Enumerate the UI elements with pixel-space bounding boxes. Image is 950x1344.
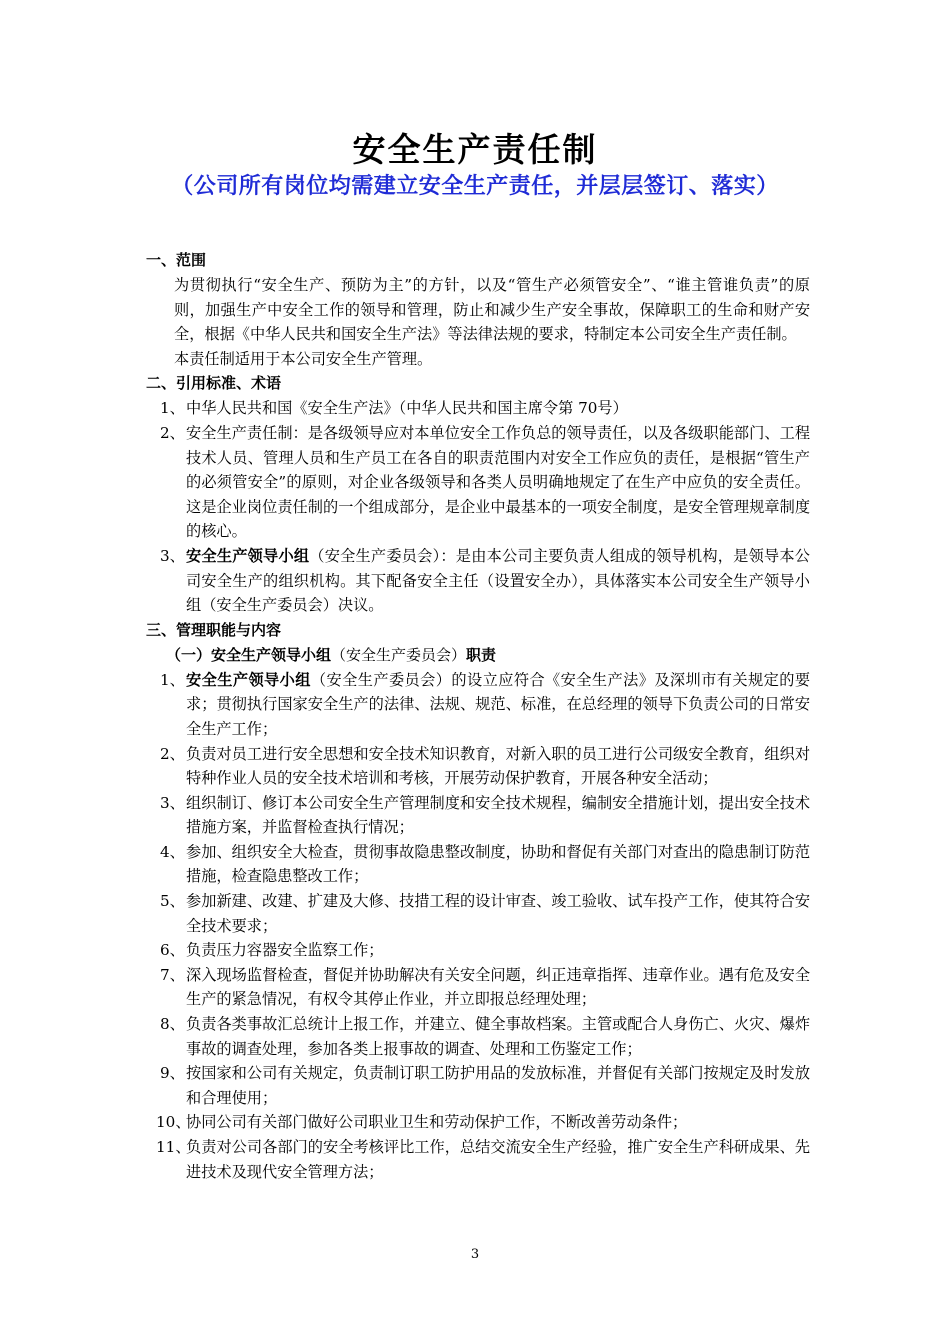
list-item-number: 7、 — [160, 965, 185, 984]
section-heading-management: 三、管理职能与内容 — [146, 620, 282, 639]
list-item-bold-term: 安全生产领导小组 — [186, 670, 311, 689]
list-item — [146, 963, 810, 1012]
list-item-text: 负责各类事故汇总统计上报工作，并建立、健全事故档案。主管或配合人身伤亡、火灾、爆炸事故的调查处理，参加各类上报事故的调查、处理和工伤鉴定工作； — [186, 1015, 810, 1058]
list-item — [146, 1135, 810, 1184]
list-item-text: 按国家和公司有关规定，负责制订职工防护用品的发放标准，并督促有关部门按规定及时发放和合理使用； — [186, 1064, 810, 1107]
list-item-number: 9、 — [160, 1064, 185, 1083]
paragraph: 本责任制适用于本公司安全生产管理。 — [174, 349, 433, 368]
list-item — [146, 396, 810, 421]
list-item-text: 参加新建、改建、扩建及大修、技措工程的设计审查、竣工验收、试车投产工作，使其符合安全技术要求； — [186, 892, 810, 935]
page-number: 3 — [470, 1247, 480, 1262]
subsection-heading-title: （一）安全生产领导小组 — [166, 645, 332, 664]
list-item-text: 负责对员工进行安全思想和安全技术知识教育，对新入职的员工进行公司级安全教育，组织对特种作业人员的安全技术培训和考核，开展劳动保护教育，开展各种安全活动； — [186, 744, 810, 788]
subsection-heading — [146, 643, 810, 668]
list-item — [146, 1061, 810, 1110]
list-item — [146, 840, 810, 889]
document-body — [146, 248, 810, 1184]
list-item-number: 1、 — [160, 670, 185, 689]
list-item — [146, 742, 810, 791]
list-item-text: （安全生产委员会）的设立应符合《安全生产法》及深圳市有关规定的要求；贯彻执行国家安全生产的法律、法规、规范、标准，在总经理的领导下负责公司的日常安全生产工作； — [186, 670, 811, 738]
list-item — [146, 668, 810, 742]
list-item-number: 3、 — [160, 793, 185, 812]
list-item — [146, 1012, 810, 1061]
list-item-text: 安全生产责任制：是各级领导应对本单位安全工作负总的领导责任，以及各级职能部门、工程技术人员、管理人员和生产员工在各自的职责范围内对安全工作应负的责任，是根据“管生产的必须管安全”的原则，对企业各级领导和各类人员明确地规定了在生产中应负的安全责任。这是企业岗位责任制的一个组成部分，是企业中最基本的一项安全制度，是安全管理规章制度的核心。 — [186, 423, 810, 541]
list-item-bold-term: 安全生产领导小组 — [186, 546, 310, 565]
subsection-heading-suffix: 职责 — [466, 645, 497, 664]
list-item-text: 参加、组织安全大检查，贯彻事故隐患整改制度，协助和督促有关部门对查出的隐患制订防范措施，检查隐患整改工作； — [186, 842, 810, 886]
list-item-text: 组织制订、修订本公司安全生产管理制度和安全技术规程，编制安全措施计划，提出安全技术措施方案，并监督检查执行情况； — [186, 793, 810, 837]
document-subtitle: （公司所有岗位均需建立安全生产责任，并层层签订、落实） — [171, 174, 779, 199]
list-item-number: 1、 — [160, 399, 185, 418]
section-heading-references: 二、引用标准、术语 — [146, 374, 282, 393]
list-item — [146, 1110, 810, 1135]
list-item — [146, 544, 810, 618]
list-item-text: 深入现场监督检查，督促并协助解决有关安全问题，纠正违章指挥、违章作业。遇有危及安全生产的紧急情况，有权令其停止作业，并立即报总经理处理； — [186, 965, 810, 1009]
list-item — [146, 791, 810, 840]
list-item-number: 10、 — [156, 1113, 191, 1132]
list-item-number: 3、 — [160, 546, 185, 565]
list-item-text: 负责压力容器安全监察工作； — [186, 941, 384, 960]
paragraph: 为贯彻执行“安全生产、预防为主”的方针，以及“管生产必须管安全”、“谁主管谁负责”的原则，加强生产中安全工作的领导和管理，防止和减少生产安全事故，保障职工的生命和财产安全，根据《中华人民共和国安全生产法》等法律法规的要求，特制定本公司安全生产责任制。 — [174, 276, 810, 344]
list-item — [146, 421, 810, 544]
list-item-number: 6、 — [160, 941, 185, 960]
list-item-number: 5、 — [160, 892, 185, 911]
list-item-text: 中华人民共和国《安全生产法》（中华人民共和国主席令第 70号） — [186, 399, 628, 418]
section-heading-scope: 一、范围 — [146, 251, 207, 269]
list-item — [146, 889, 810, 938]
list-item-text: 协同公司有关部门做好公司职业卫生和劳动保护工作，不断改善劳动条件； — [186, 1113, 688, 1132]
list-item-text: 负责对公司各部门的安全考核评比工作，总结交流安全生产经验，推广安全生产科研成果、先进技术及现代安全管理方法； — [186, 1138, 810, 1181]
list-item — [146, 938, 810, 963]
list-item-text: （安全生产委员会）：是由本公司主要负责人组成的领导机构，是领导本公司安全生产的组织机构。其下配备安全主任（设置安全办），具体落实本公司安全生产领导小组（安全生产委员会）决议。 — [186, 546, 810, 615]
list-item-number: 11、 — [156, 1138, 191, 1156]
subsection-heading-note: （安全生产委员会） — [331, 645, 467, 664]
document-title: 安全生产责任制 — [352, 130, 598, 169]
list-item-number: 8、 — [160, 1015, 185, 1034]
list-item-number: 2、 — [160, 744, 185, 763]
list-item-number: 2、 — [160, 423, 185, 442]
list-item-number: 4、 — [160, 842, 185, 861]
